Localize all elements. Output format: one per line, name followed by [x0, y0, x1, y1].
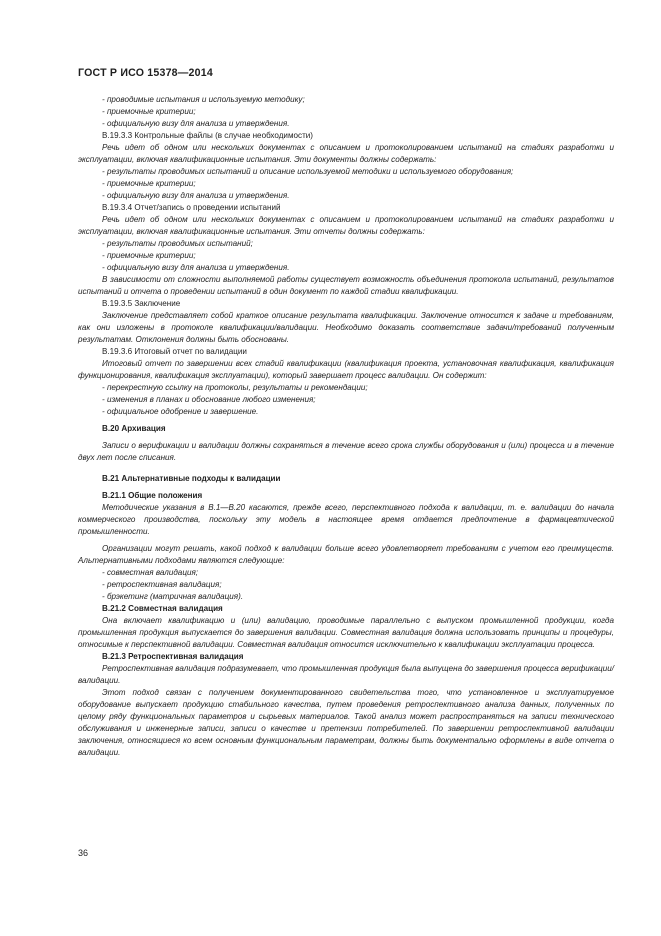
- list-item: - перекрестную ссылку на протоколы, результаты и рекомендации;: [102, 383, 368, 392]
- paragraph: Речь идет об одном или нескольких документах с описанием и протоколированием испытаний на стадиях разработки и эксплуатации, включая квалификационные испытания. Эти отчеты должны содержать:: [78, 215, 614, 236]
- document-header: ГОСТ Р ИСО 15378—2014: [78, 67, 213, 79]
- section-heading: В.20 Архивация: [102, 424, 166, 433]
- paragraph: Записи о верификации и валидации должны сохраняться в течение всего срока службы оборудования и (или) процесса и в течение двух лет после списания.: [78, 441, 614, 462]
- list-item: - официальную визу для анализа и утверждения.: [102, 263, 290, 272]
- list-item: - официальную визу для анализа и утверждения.: [102, 119, 290, 128]
- paragraph: Этот подход связан с получением документированного свидетельства того, что установленное и эксплуатируемое оборудование выпускает продукцию стабильного качества, путем проведения ретроспективного анализа данных, полученных по целому ряду функциональных параметров и сырьевых материалов. Такой анализ может распространяться на записи технического обслуживания и инженерные записи, записи о качестве и претензии потребителей. По завершении ретроспективной валидации заключения, относящиеся ко всем основным функциональным параметрам, должны быть документально оформлены в виде отчета о валидации.: [78, 688, 614, 757]
- subsection-heading: В.19.3.6 Итоговый отчет по валидации: [102, 347, 247, 356]
- paragraph: Ретроспективная валидация подразумевает, что промышленная продукция была выпущена до завершения процесса верификации/валидации.: [78, 664, 614, 685]
- paragraph: Она включает квалификацию и (или) валидацию, проводимые параллельно с выпуском промышленной продукции, когда промышленная продукция выпускается до завершения валидации. Совместная валидация должна использовать принципы и процедуры, относимые к перспективной валидации. Совместная валидация относится исключительно к квалификации эксплуатации процесса.: [78, 616, 614, 649]
- paragraph: Организации могут решать, какой подход к валидации больше всего удовлетворяет требованиям с учетом его преимуществ. Альтернативными подходами являются следующие:: [78, 544, 614, 565]
- list-item: - официальное одобрение и завершение.: [102, 407, 259, 416]
- list-item: - официальную визу для анализа и утверждения.: [102, 191, 290, 200]
- list-item: - проводимые испытания и используемую методику;: [102, 95, 305, 104]
- page-number: 36: [78, 848, 89, 858]
- list-item: - брэкетинг (матричная валидация).: [102, 592, 244, 601]
- list-item: - приемочные критерии;: [102, 179, 196, 188]
- paragraph: В зависимости от сложности выполняемой работы существует возможность объединения протокола испытаний, результатов испытаний и отчета о проведении испытаний в один документ по каждой стадии квалификации.: [78, 275, 614, 296]
- list-item: - изменения в планах и обоснование любого изменения;: [102, 395, 316, 404]
- subsection-heading: В.21.2 Совместная валидация: [102, 604, 223, 613]
- paragraph: Методические указания в В.1—В.20 касаются, прежде всего, перспективного подхода к валидации, т. е. валидации до начала коммерческого производства, поскольку эту модель в настоящее время отдается предпочтение в фармацевтической промышленности.: [78, 503, 614, 536]
- subsection-heading: В.19.3.4 Отчет/запись о проведении испытаний: [102, 203, 281, 212]
- subsection-heading: В.21.3 Ретроспективная валидация: [102, 652, 244, 661]
- paragraph: Итоговый отчет по завершении всех стадий квалификации (квалификация проекта, установочная квалификация, квалификация функционирования, квалификация эксплуатации), который завершает процесс валидации. Он содержит:: [78, 359, 614, 380]
- page-content: [78, 94, 614, 759]
- subsection-heading: В.19.3.3 Контрольные файлы (в случае необходимости): [102, 131, 313, 140]
- list-item: - совместная валидация;: [102, 568, 199, 577]
- paragraph: Заключение представляет собой краткое описание результата квалификации. Заключение относится к задаче и требованиям, как они изложены в протоколе квалификации/валидации. Необходимо доказать соответствие задачи/требований полученным результатам. Отклонения должны быть обоснованы.: [78, 311, 614, 344]
- list-item: - приемочные критерии;: [102, 251, 196, 260]
- list-item: - результаты проводимых испытаний и описание используемой методики и используемого оборудования;: [102, 167, 514, 176]
- subsection-heading: В.21.1 Общие положения: [102, 491, 203, 500]
- subsection-heading: В.19.3.5 Заключение: [102, 299, 181, 308]
- list-item: - ретроспективная валидация;: [102, 580, 222, 589]
- paragraph: Речь идет об одном или нескольких документах с описанием и протоколированием испытаний на стадиях разработки и эксплуатации, включая квалификационные испытания. Эти документы должны содержать:: [78, 143, 614, 164]
- section-heading: В.21 Альтернативные подходы к валидации: [102, 474, 281, 483]
- list-item: - приемочные критерии;: [102, 107, 196, 116]
- list-item: - результаты проводимых испытаний;: [102, 239, 253, 248]
